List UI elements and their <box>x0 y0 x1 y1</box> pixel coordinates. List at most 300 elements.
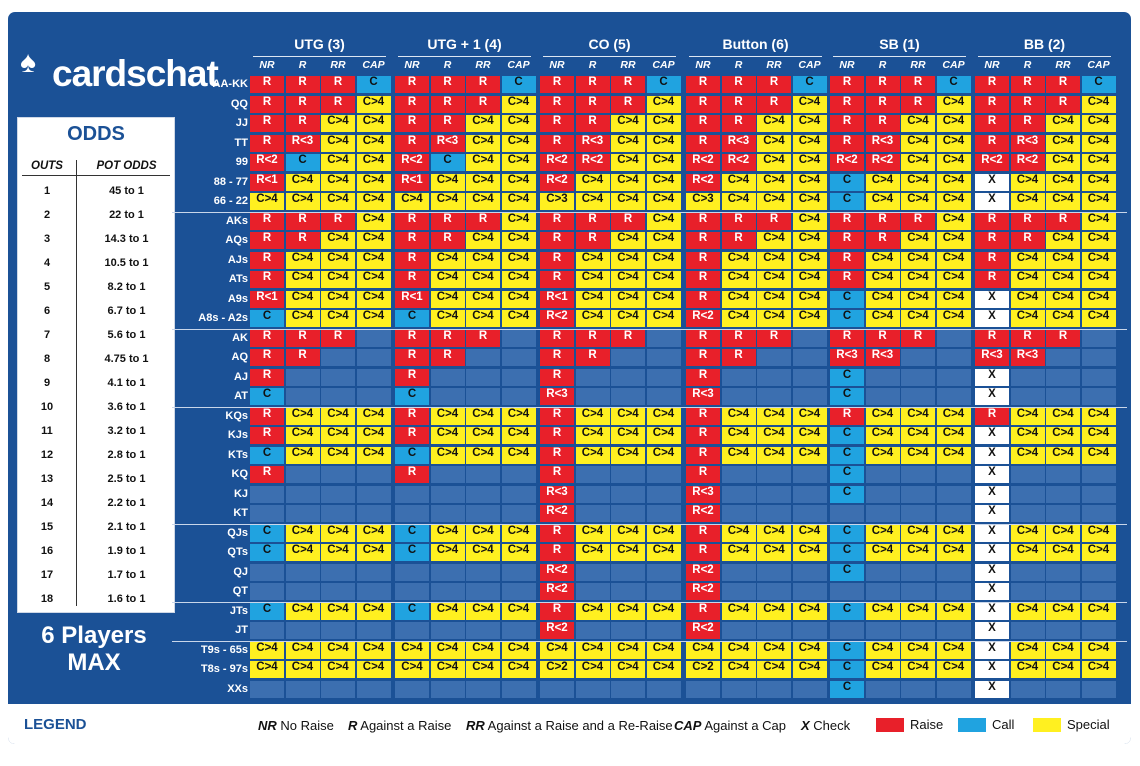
hand-cell: C>4 <box>431 525 465 542</box>
hand-cell: R <box>866 213 900 230</box>
hand-cell: R <box>757 76 791 93</box>
hand-label: 66 - 22 <box>213 195 248 207</box>
hand-cell: C>4 <box>321 525 355 542</box>
hand-cell: C>4 <box>1046 193 1080 210</box>
hand-cell: R <box>321 330 355 347</box>
hand-cell: C>4 <box>286 427 320 444</box>
hand-cell <box>937 349 971 366</box>
odds-outs: 7 <box>43 329 51 341</box>
hand-cell: R <box>395 213 429 230</box>
odds-row <box>18 257 174 281</box>
hand-cell: C>4 <box>576 642 610 659</box>
hand-label: ATs <box>228 273 248 285</box>
hand-cell <box>1046 349 1080 366</box>
hand-cell: C>4 <box>757 232 791 249</box>
odds-outs: 5 <box>43 281 51 293</box>
hand-cell <box>722 505 756 522</box>
hand-cell <box>647 564 681 581</box>
hand-cell <box>611 622 645 639</box>
action-subheader: NR <box>984 59 1000 71</box>
hand-cell <box>901 681 935 698</box>
action-subheader: NR <box>404 59 420 71</box>
odds-row <box>18 569 174 593</box>
hand-cell <box>937 622 971 639</box>
hand-cell: C>4 <box>866 525 900 542</box>
hand-cell: C>4 <box>1011 661 1045 678</box>
hand-cell: C>4 <box>431 310 465 327</box>
hand-cell: C>4 <box>757 271 791 288</box>
hand-cell: R<2 <box>686 310 720 327</box>
odds-outs: 8 <box>43 353 51 365</box>
hand-cell: C>4 <box>357 310 391 327</box>
group-divider <box>172 329 1127 330</box>
hand-cell: R <box>321 76 355 93</box>
hand-cell <box>1011 466 1045 483</box>
action-subheader: R <box>298 59 307 71</box>
hand-cell <box>937 583 971 600</box>
hand-cell: C>4 <box>722 252 756 269</box>
hand-cell: C <box>830 544 864 561</box>
hand-cell: C <box>395 525 429 542</box>
hand-cell: R<3 <box>866 349 900 366</box>
hand-cell: R<1 <box>540 291 574 308</box>
action-subheader: R <box>878 59 887 71</box>
odds-pot: 14.3 to 1 <box>104 233 149 245</box>
hand-cell: R <box>395 135 429 152</box>
hand-cell <box>611 369 645 386</box>
hand-cell <box>1082 330 1116 347</box>
hand-cell <box>321 369 355 386</box>
hand-cell: C>4 <box>722 544 756 561</box>
odds-pot: 2.5 to 1 <box>107 473 146 485</box>
hand-cell: R <box>250 96 284 113</box>
odds-pot: 3.2 to 1 <box>107 425 146 437</box>
hand-cell: C <box>830 291 864 308</box>
hand-cell: R <box>466 213 500 230</box>
hand-cell: R<1 <box>395 174 429 191</box>
hand-cell: C>4 <box>793 213 827 230</box>
hand-cell: R <box>866 76 900 93</box>
hand-cell: C>4 <box>502 544 536 561</box>
hand-cell: R <box>576 349 610 366</box>
hand-cell <box>357 564 391 581</box>
hand-label: A9s <box>227 292 248 305</box>
hand-cell: R <box>540 349 574 366</box>
odds-outs: 4 <box>43 257 51 269</box>
hand-cell: R <box>250 408 284 425</box>
hand-cell: R <box>540 466 574 483</box>
hand-cell <box>1082 681 1116 698</box>
hand-cell: R <box>722 330 756 347</box>
hand-cell: C>4 <box>395 193 429 210</box>
hand-cell <box>321 583 355 600</box>
hand-cell <box>286 388 320 405</box>
odds-outs: 9 <box>43 377 51 389</box>
hand-cell: C>4 <box>647 447 681 464</box>
hand-cell: C>4 <box>1082 252 1116 269</box>
odds-row <box>18 209 174 233</box>
hand-cell: C <box>250 544 284 561</box>
hand-cell: C>4 <box>1082 310 1116 327</box>
hand-cell: C>4 <box>793 252 827 269</box>
hand-cell <box>757 388 791 405</box>
hand-cell: C>4 <box>1082 447 1116 464</box>
hand-cell <box>502 583 536 600</box>
hand-label: KTs <box>228 448 248 461</box>
hand-cell <box>357 505 391 522</box>
hand-cell: X <box>975 583 1009 600</box>
hand-cell <box>647 349 681 366</box>
hand-cell <box>321 505 355 522</box>
position-underline <box>398 56 531 57</box>
position-underline <box>833 56 966 57</box>
hand-cell: C>4 <box>611 135 645 152</box>
hand-cell: R <box>830 408 864 425</box>
hand-cell <box>1082 622 1116 639</box>
hand-cell <box>431 388 465 405</box>
hand-label: QTs <box>227 546 248 558</box>
hand-cell: C>4 <box>611 408 645 425</box>
hand-cell <box>757 349 791 366</box>
hand-cell: R<3 <box>1011 349 1045 366</box>
hand-cell: R <box>1046 330 1080 347</box>
hand-label: AJs <box>227 253 248 266</box>
legend-color-label: Call <box>992 717 1015 732</box>
hand-label: KT <box>233 507 248 519</box>
hand-cell: R <box>286 330 320 347</box>
hand-cell <box>1082 486 1116 503</box>
hand-cell: R <box>395 369 429 386</box>
hand-cell: C <box>395 447 429 464</box>
hand-cell: C>4 <box>1046 232 1080 249</box>
hand-cell: C>4 <box>466 232 500 249</box>
hand-cell: C>4 <box>466 447 500 464</box>
hand-cell: C>4 <box>321 447 355 464</box>
hand-cell <box>647 388 681 405</box>
hand-cell <box>576 388 610 405</box>
hand-cell: C>4 <box>502 232 536 249</box>
hand-cell: R <box>830 76 864 93</box>
hand-cell: C>4 <box>1046 174 1080 191</box>
odds-pot: 4.1 to 1 <box>107 377 146 389</box>
odds-row <box>18 545 174 569</box>
hand-cell: C>4 <box>1011 408 1045 425</box>
hand-cell <box>793 330 827 347</box>
hand-cell: R <box>576 115 610 132</box>
hand-cell: C>4 <box>722 603 756 620</box>
hand-cell: C>4 <box>937 96 971 113</box>
hand-cell: R <box>395 466 429 483</box>
legend-item <box>801 718 850 733</box>
hand-cell: R <box>611 330 645 347</box>
hand-cell: R <box>540 427 574 444</box>
hand-cell: C>4 <box>937 174 971 191</box>
hand-cell: C>4 <box>466 271 500 288</box>
hand-cell: R <box>686 369 720 386</box>
action-subheader: CAP <box>942 59 965 71</box>
odds-outs: 1 <box>43 185 51 197</box>
position-header: BB (2) <box>1023 36 1066 52</box>
odds-row <box>18 185 174 209</box>
hand-cell: C>4 <box>250 193 284 210</box>
hand-cell <box>286 681 320 698</box>
hand-cell: X <box>975 642 1009 659</box>
hand-label: AKs <box>225 214 248 227</box>
hand-cell: C>4 <box>357 427 391 444</box>
hand-cell <box>866 466 900 483</box>
hand-cell: C>4 <box>466 291 500 308</box>
hand-cell: C>4 <box>793 115 827 132</box>
hand-cell: R <box>250 252 284 269</box>
hand-cell <box>611 466 645 483</box>
hand-cell: R <box>576 232 610 249</box>
hand-cell: C>4 <box>1011 544 1045 561</box>
hand-cell <box>866 622 900 639</box>
hand-cell: R<1 <box>250 291 284 308</box>
hand-cell <box>321 622 355 639</box>
hand-cell: C>4 <box>901 115 935 132</box>
odds-pot: 10.5 to 1 <box>104 257 149 269</box>
hand-cell: C>4 <box>901 603 935 620</box>
hand-cell: C>4 <box>431 642 465 659</box>
hand-cell: C>4 <box>866 544 900 561</box>
legend-title: LEGEND <box>24 716 87 733</box>
hand-cell: C <box>830 310 864 327</box>
hand-cell: C>4 <box>611 427 645 444</box>
hand-cell: R <box>866 115 900 132</box>
hand-cell <box>647 330 681 347</box>
hand-cell: R<2 <box>540 310 574 327</box>
hand-cell: C>4 <box>793 603 827 620</box>
position-underline <box>543 56 676 57</box>
hand-cell <box>321 681 355 698</box>
odds-pot: 1.7 to 1 <box>107 569 146 581</box>
hand-cell: R <box>1046 213 1080 230</box>
group-divider <box>172 602 1127 603</box>
hand-cell <box>502 330 536 347</box>
action-subheader: CAP <box>798 59 821 71</box>
group-divider <box>172 524 1127 525</box>
hand-cell: C <box>431 154 465 171</box>
hand-cell <box>937 330 971 347</box>
hand-cell <box>866 681 900 698</box>
hand-cell: C <box>357 76 391 93</box>
hand-cell: X <box>975 525 1009 542</box>
action-subheader: RR <box>475 59 491 71</box>
hand-cell: R <box>286 96 320 113</box>
hand-cell: C>4 <box>466 408 500 425</box>
hand-cell: C>4 <box>937 291 971 308</box>
hand-cell: C>4 <box>757 310 791 327</box>
hand-cell <box>1046 369 1080 386</box>
hand-cell: C>4 <box>1082 291 1116 308</box>
odds-pot: 3.6 to 1 <box>107 401 146 413</box>
hand-cell <box>937 505 971 522</box>
hand-cell: R<3 <box>286 135 320 152</box>
hand-cell: R <box>395 271 429 288</box>
hand-cell <box>431 564 465 581</box>
hand-cell <box>286 466 320 483</box>
hand-cell: R <box>250 330 284 347</box>
hand-cell: C>4 <box>647 96 681 113</box>
odds-row <box>18 425 174 449</box>
hand-cell: C>4 <box>901 525 935 542</box>
action-subheader: NR <box>839 59 855 71</box>
hand-cell: C>4 <box>1046 154 1080 171</box>
hand-cell: C>4 <box>357 154 391 171</box>
hand-cell: C>4 <box>502 96 536 113</box>
action-subheader: R <box>734 59 743 71</box>
hand-cell: C>4 <box>722 642 756 659</box>
hand-cell: C>4 <box>321 291 355 308</box>
hand-cell: C>4 <box>321 232 355 249</box>
hand-cell: C>4 <box>1011 291 1045 308</box>
hand-cell <box>647 583 681 600</box>
hand-cell <box>321 564 355 581</box>
hand-cell <box>357 466 391 483</box>
hand-cell <box>757 466 791 483</box>
hand-cell <box>611 583 645 600</box>
hand-cell <box>1046 583 1080 600</box>
hand-cell: C>4 <box>466 661 500 678</box>
hand-cell: R<2 <box>540 583 574 600</box>
legend-color-label: Raise <box>910 717 944 732</box>
hand-cell: C>4 <box>502 603 536 620</box>
odds-outs: 14 <box>40 497 54 509</box>
hand-cell: R <box>250 369 284 386</box>
hand-label: XXs <box>227 682 248 695</box>
hand-cell: C>4 <box>502 291 536 308</box>
hand-cell <box>793 564 827 581</box>
hand-cell: R<2 <box>250 154 284 171</box>
hand-cell: C>4 <box>466 252 500 269</box>
hand-cell: C>4 <box>793 661 827 678</box>
hand-cell <box>576 505 610 522</box>
hand-cell: X <box>975 486 1009 503</box>
hand-cell: C>4 <box>901 232 935 249</box>
legend-item <box>258 718 334 733</box>
hand-cell: C>4 <box>647 232 681 249</box>
hand-cell <box>793 486 827 503</box>
hand-cell: R <box>901 213 935 230</box>
hand-cell <box>466 369 500 386</box>
hand-cell: C>4 <box>576 427 610 444</box>
hand-cell: R <box>540 96 574 113</box>
hand-cell: R <box>975 252 1009 269</box>
hand-cell: C>4 <box>722 427 756 444</box>
hand-cell: R <box>395 115 429 132</box>
hand-cell <box>793 369 827 386</box>
hand-cell <box>757 583 791 600</box>
hand-cell <box>793 681 827 698</box>
hand-cell <box>757 369 791 386</box>
hand-cell: R<3 <box>686 486 720 503</box>
hand-cell: R <box>431 76 465 93</box>
hand-cell: R <box>686 544 720 561</box>
group-divider <box>172 407 1127 408</box>
hand-cell: R <box>1011 330 1045 347</box>
hand-cell: C>4 <box>502 408 536 425</box>
hand-cell: C>4 <box>286 525 320 542</box>
hand-label: QJ <box>233 565 248 578</box>
hand-cell: C>4 <box>793 174 827 191</box>
hand-cell <box>576 369 610 386</box>
hand-cell: C>4 <box>286 174 320 191</box>
hand-cell: C>4 <box>576 603 610 620</box>
players-label <box>8 622 180 676</box>
hand-cell: R <box>395 349 429 366</box>
hand-cell: R <box>250 466 284 483</box>
hand-cell: C>4 <box>431 174 465 191</box>
hand-cell <box>611 505 645 522</box>
hand-cell: R <box>975 96 1009 113</box>
hand-cell: R<2 <box>830 154 864 171</box>
hand-cell <box>466 505 500 522</box>
hand-cell <box>576 622 610 639</box>
hand-cell: C <box>830 369 864 386</box>
hand-cell: C>4 <box>793 193 827 210</box>
hand-cell: C <box>793 76 827 93</box>
hand-cell: R <box>540 544 574 561</box>
action-subheader: CAP <box>362 59 385 71</box>
hand-cell <box>466 583 500 600</box>
hand-cell: R <box>686 213 720 230</box>
hand-cell: C>4 <box>502 525 536 542</box>
hand-cell: C>4 <box>647 642 681 659</box>
hand-cell <box>1046 564 1080 581</box>
hand-cell <box>901 564 935 581</box>
hand-cell: R <box>686 135 720 152</box>
hand-cell <box>1011 681 1045 698</box>
hand-cell: C <box>502 76 536 93</box>
hand-cell: R<2 <box>722 154 756 171</box>
hand-cell: X <box>975 661 1009 678</box>
hand-cell: R <box>611 213 645 230</box>
hand-cell: C>4 <box>357 291 391 308</box>
chart-frame <box>8 12 1131 744</box>
hand-cell: C>4 <box>937 642 971 659</box>
hand-cell: C>4 <box>1082 135 1116 152</box>
hand-cell: R<2 <box>686 505 720 522</box>
odds-pot: 1.6 to 1 <box>107 593 146 605</box>
hand-cell: C>4 <box>286 642 320 659</box>
hand-cell: R <box>1011 76 1045 93</box>
odds-row <box>18 401 174 425</box>
hand-cell: R<2 <box>866 154 900 171</box>
hand-cell <box>431 505 465 522</box>
hand-cell <box>321 466 355 483</box>
hand-cell: C>4 <box>1046 661 1080 678</box>
hand-cell <box>1011 505 1045 522</box>
hand-cell: C <box>830 388 864 405</box>
hand-cell: C>4 <box>1082 115 1116 132</box>
hand-cell <box>866 564 900 581</box>
hand-cell: C>4 <box>431 252 465 269</box>
hand-cell: R <box>757 213 791 230</box>
odds-row <box>18 473 174 497</box>
odds-outs: 15 <box>40 521 54 533</box>
hand-cell: C>4 <box>937 310 971 327</box>
legend-text: No Raise <box>276 718 334 733</box>
hand-cell <box>722 486 756 503</box>
hand-cell: R <box>975 115 1009 132</box>
hand-cell: C>4 <box>1082 174 1116 191</box>
hand-cell <box>1082 369 1116 386</box>
hand-cell: R<3 <box>540 486 574 503</box>
hand-cell: C>4 <box>647 408 681 425</box>
hand-cell <box>901 505 935 522</box>
hand-cell <box>611 486 645 503</box>
